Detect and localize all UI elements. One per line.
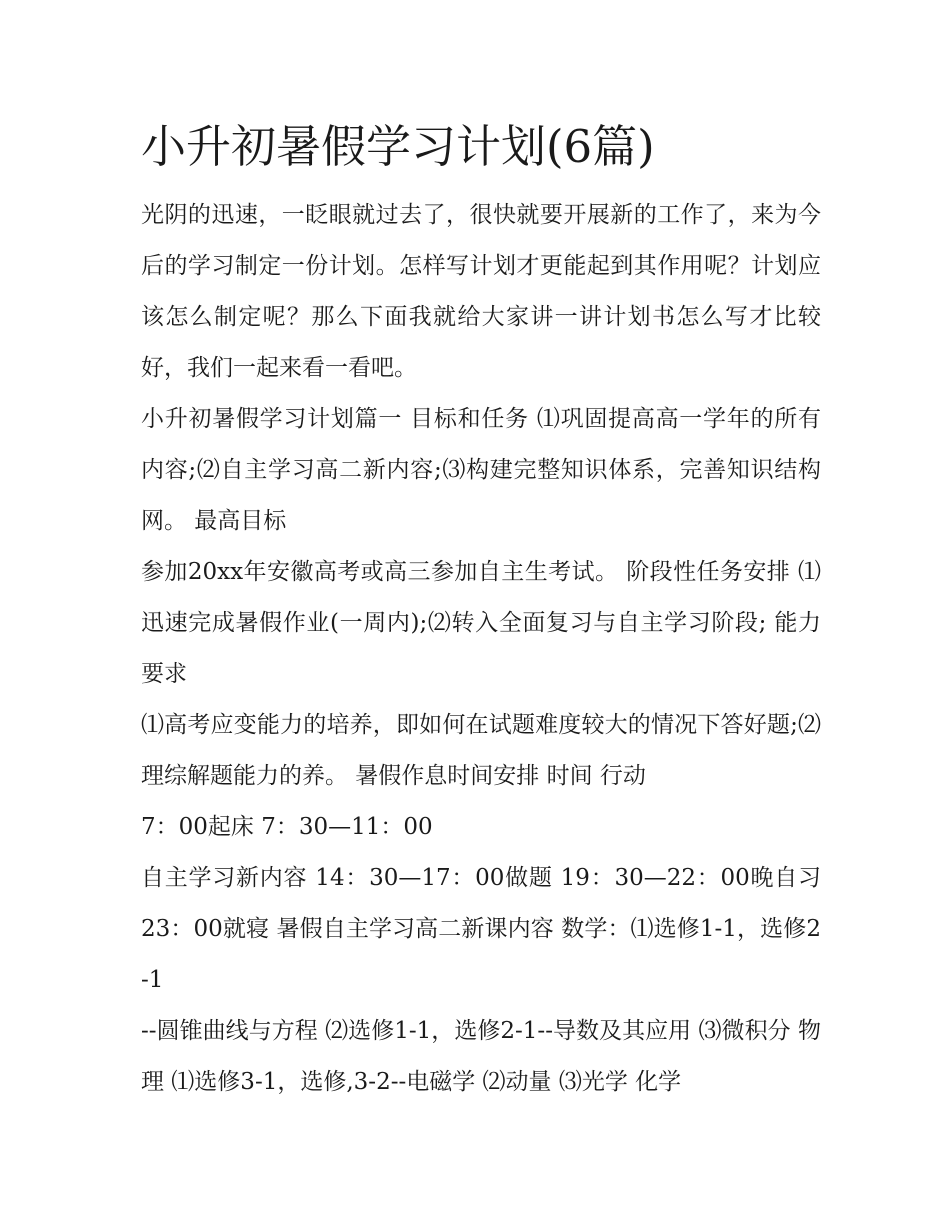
paragraph-exam: 参加20xx年安徽高考或高三参加自主生考试。 阶段性任务安排 ⑴迅速完成暑假作业(一周内);⑵转入全面复习与自主学习阶段; 能力要求 [141, 559, 821, 687]
paragraph-schedule-day: 自主学习新内容 14：30—17：00做题 19：30—22：00晚自习 23：00就寝 暑假自主学习高二新课内容 数学：⑴选修1-1，选修2-1 [141, 865, 821, 993]
paragraph-intro: 光阴的迅速，一眨眼就过去了，很快就要开展新的工作了，来为今后的学习制定一份计划。怎样写计划才更能起到其作用呢？计划应该怎么制定呢？那么下面我就给大家讲一讲计划书怎么写才比较好，我们一起来看一看吧。 [141, 202, 821, 381]
paragraph-subjects: --圆锥曲线与方程 ⑵选修1-1，选修2-1--导数及其应用 ⑶微积分 物理 ⑴选修3-1，选修,3-2--电磁学 ⑵动量 ⑶光学 化学 [141, 1018, 821, 1095]
document-page [141, 112, 821, 1108]
paragraph-abilities: ⑴高考应变能力的培养，即如何在试题难度较大的情况下答好题;⑵理综解题能力的养。 暑假作息时间安排 时间 行动 [141, 712, 821, 789]
paragraph-goals: 小升初暑假学习计划篇一 目标和任务 ⑴巩固提高高一学年的所有内容;⑵自主学习高二新内容;⑶构建完整知识体系，完善知识结构网。 最高目标 [141, 406, 821, 534]
document-title: 小升初暑假学习计划(6篇) [141, 120, 655, 173]
paragraph-schedule-morning: 7：00起床 7：30—11：00 [141, 814, 433, 840]
